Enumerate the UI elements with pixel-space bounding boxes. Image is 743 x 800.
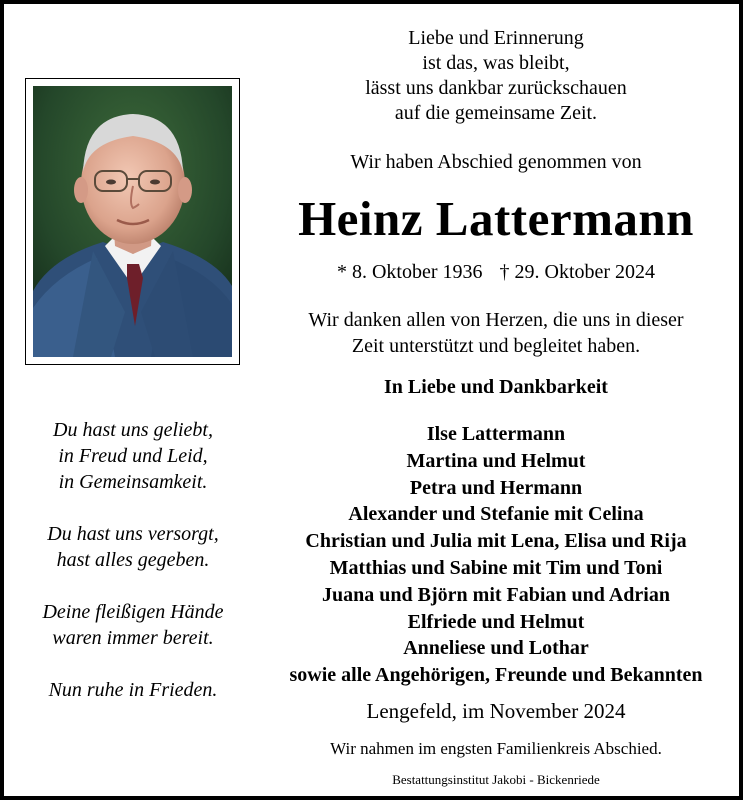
poem-line: lässt uns dankbar zurückschauen xyxy=(365,77,627,99)
closing-phrase: In Liebe und Dankbarkeit xyxy=(384,376,608,398)
mourner-entry: Matthias und Sabine mit Tim und Toni xyxy=(329,556,663,579)
birth-date: * 8. Oktober 1936 xyxy=(336,261,483,283)
side-poem-line: Deine fleißigen Hände xyxy=(42,601,224,623)
mourner-entry: sowie alle Angehörigen, Freunde und Bekannten xyxy=(289,664,703,687)
mourner-entry: Christian und Julia mit Lena, Elisa und Rija xyxy=(305,530,687,553)
side-poem-line: Du hast uns geliebt, xyxy=(53,419,213,441)
mourner-entry: Anneliese und Lothar xyxy=(403,637,589,660)
mourner-entry: Ilse Lattermann xyxy=(426,423,566,445)
thanks-text xyxy=(256,307,736,359)
place-date: Lengefeld, im November 2024 xyxy=(366,699,626,723)
mourner-entry: Alexander und Stefanie mit Celina xyxy=(348,503,644,526)
side-poem-line: in Gemeinsamkeit. xyxy=(58,471,208,493)
side-poem-line: in Freud und Leid, xyxy=(58,445,208,467)
death-date: † 29. Oktober 2024 xyxy=(499,261,656,283)
deceased-name: Heinz Lattermann xyxy=(298,191,694,246)
side-poem-stanza xyxy=(26,599,240,651)
thanks-line: Zeit unterstützt und begleitet haben. xyxy=(351,335,641,357)
poem-line: auf die gemeinsame Zeit. xyxy=(394,102,598,124)
side-poem-stanza xyxy=(26,677,240,703)
portrait-image xyxy=(33,86,232,357)
side-poem xyxy=(26,417,240,703)
opening-poem xyxy=(256,26,736,126)
mourner-entry: Martina und Helmut xyxy=(406,449,586,472)
side-poem-line: hast alles gegeben. xyxy=(56,549,210,571)
undertaker-credit: Bestattungsinstitut Jakobi - Bickenriede xyxy=(392,772,600,787)
side-poem-stanza xyxy=(26,417,240,495)
farewell-intro: Wir haben Abschied genommen von xyxy=(350,151,642,173)
side-poem-line: waren immer bereit. xyxy=(52,627,214,649)
portrait-frame xyxy=(25,78,240,365)
life-dates xyxy=(256,261,736,284)
side-poem-line: Du hast uns versorgt, xyxy=(47,523,219,545)
poem-line: ist das, was bleibt, xyxy=(422,52,570,74)
mourner-entry: Juana und Björn mit Fabian und Adrian xyxy=(322,583,670,606)
mourners-list xyxy=(256,421,736,689)
funeral-note: Wir nahmen im engsten Familienkreis Abschied. xyxy=(330,739,662,758)
portrait-photo xyxy=(33,86,232,357)
side-poem-line: Nun ruhe in Frieden. xyxy=(48,679,218,701)
side-poem-stanza xyxy=(26,521,240,573)
poem-line: Liebe und Erinnerung xyxy=(408,27,584,49)
mourner-entry: Elfriede und Helmut xyxy=(407,610,585,633)
thanks-line: Wir danken allen von Herzen, die uns in dieser xyxy=(308,309,684,331)
mourner-entry: Petra und Hermann xyxy=(409,476,583,499)
